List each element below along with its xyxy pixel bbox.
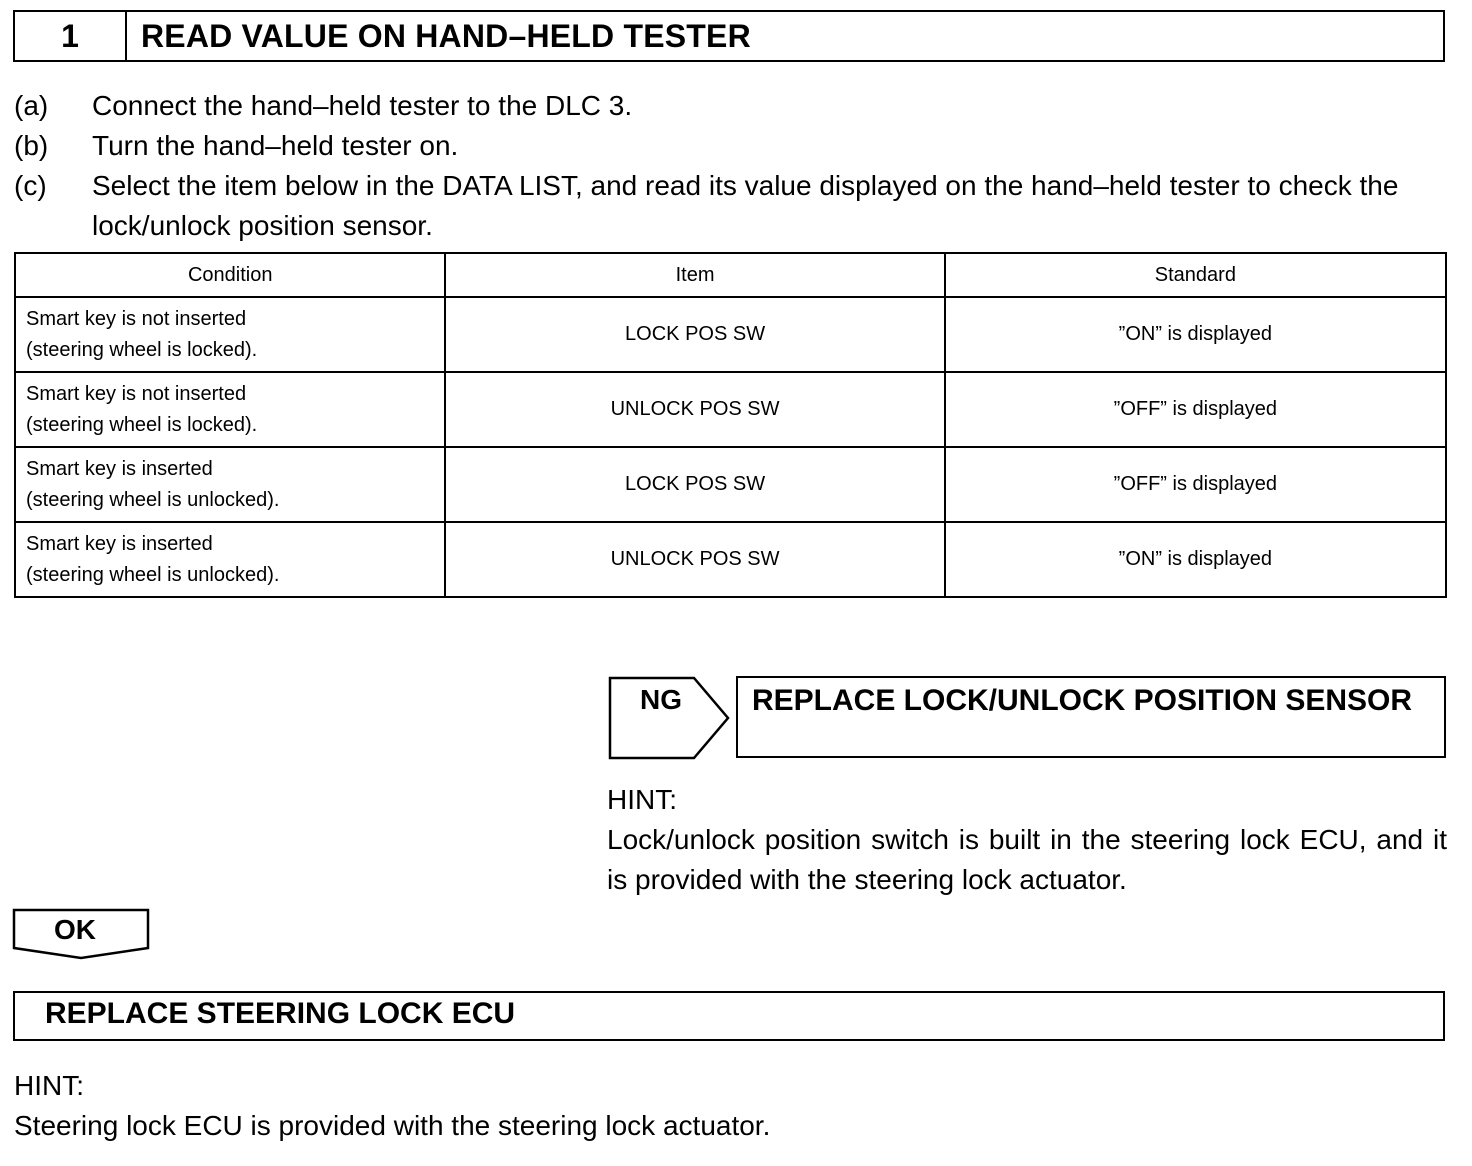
cell-condition: [15, 297, 445, 372]
cell-standard: ”OFF” is displayed: [945, 372, 1446, 447]
instruction-letter: (c): [14, 170, 47, 201]
cell-item: UNLOCK POS SW: [445, 522, 944, 597]
ng-arrow-tag: [608, 676, 732, 760]
cell-standard: ”OFF” is displayed: [945, 447, 1446, 522]
cell-item: UNLOCK POS SW: [445, 372, 944, 447]
ok-action-box: REPLACE STEERING LOCK ECU: [13, 991, 1445, 1041]
ok-arrow-tag: [12, 908, 150, 960]
condition-line: Smart key is not inserted: [26, 382, 247, 405]
instruction-item: [14, 166, 1450, 246]
condition-line: Smart key is not inserted: [26, 307, 247, 330]
instruction-letter: (b): [14, 130, 49, 161]
instruction-text: Select the item below in the DATA LIST, and read its value displayed on the hand–held tester to check the lock/unlock position sensor.: [92, 170, 1399, 241]
condition-line: (steering wheel is unlocked).: [26, 563, 280, 586]
ok-hint-text: Steering lock ECU is provided with the steering lock actuator.: [14, 1110, 771, 1141]
step-number: 1: [15, 12, 127, 60]
table-row: [15, 522, 1446, 597]
step-title: READ VALUE ON HAND–HELD TESTER: [141, 17, 751, 54]
header-standard: Standard: [945, 253, 1446, 297]
condition-line: Smart key is inserted: [26, 457, 213, 480]
condition-line: (steering wheel is unlocked).: [26, 488, 280, 511]
instruction-text: Connect the hand–held tester to the DLC 3.: [92, 90, 633, 121]
header-condition: Condition: [15, 253, 445, 297]
instruction-item: [14, 86, 1450, 126]
ng-label: NG: [640, 684, 682, 715]
ng-hint-label: HINT:: [607, 784, 677, 815]
table-header-row: [15, 253, 1446, 297]
ng-action-box: REPLACE LOCK/UNLOCK POSITION SENSOR: [736, 676, 1446, 758]
instruction-text: Turn the hand–held tester on.: [92, 130, 459, 161]
ok-label: OK: [54, 914, 96, 945]
cell-item: LOCK POS SW: [445, 447, 944, 522]
step-header: [13, 10, 1445, 62]
table-row: [15, 372, 1446, 447]
instruction-letter: (a): [14, 90, 49, 121]
ng-hint: [607, 780, 1447, 900]
cell-standard: ”ON” is displayed: [945, 297, 1446, 372]
cell-standard: ”ON” is displayed: [945, 522, 1446, 597]
table-row: [15, 447, 1446, 522]
ok-hint: [14, 1066, 1214, 1146]
header-item: Item: [445, 253, 944, 297]
cell-condition: [15, 522, 445, 597]
table-row: [15, 297, 1446, 372]
condition-line: (steering wheel is locked).: [26, 338, 258, 361]
ng-hint-text: Lock/unlock position switch is built in the steering lock ECU, and it is provided with the steering lock actuator.: [607, 824, 1447, 895]
cell-condition: [15, 447, 445, 522]
cell-condition: [15, 372, 445, 447]
instruction-list: [14, 86, 1450, 246]
condition-line: (steering wheel is locked).: [26, 413, 258, 436]
instruction-item: [14, 126, 1450, 166]
data-list-table: [14, 252, 1447, 598]
cell-item: LOCK POS SW: [445, 297, 944, 372]
ok-hint-label: HINT:: [14, 1070, 84, 1101]
condition-line: Smart key is inserted: [26, 532, 213, 555]
